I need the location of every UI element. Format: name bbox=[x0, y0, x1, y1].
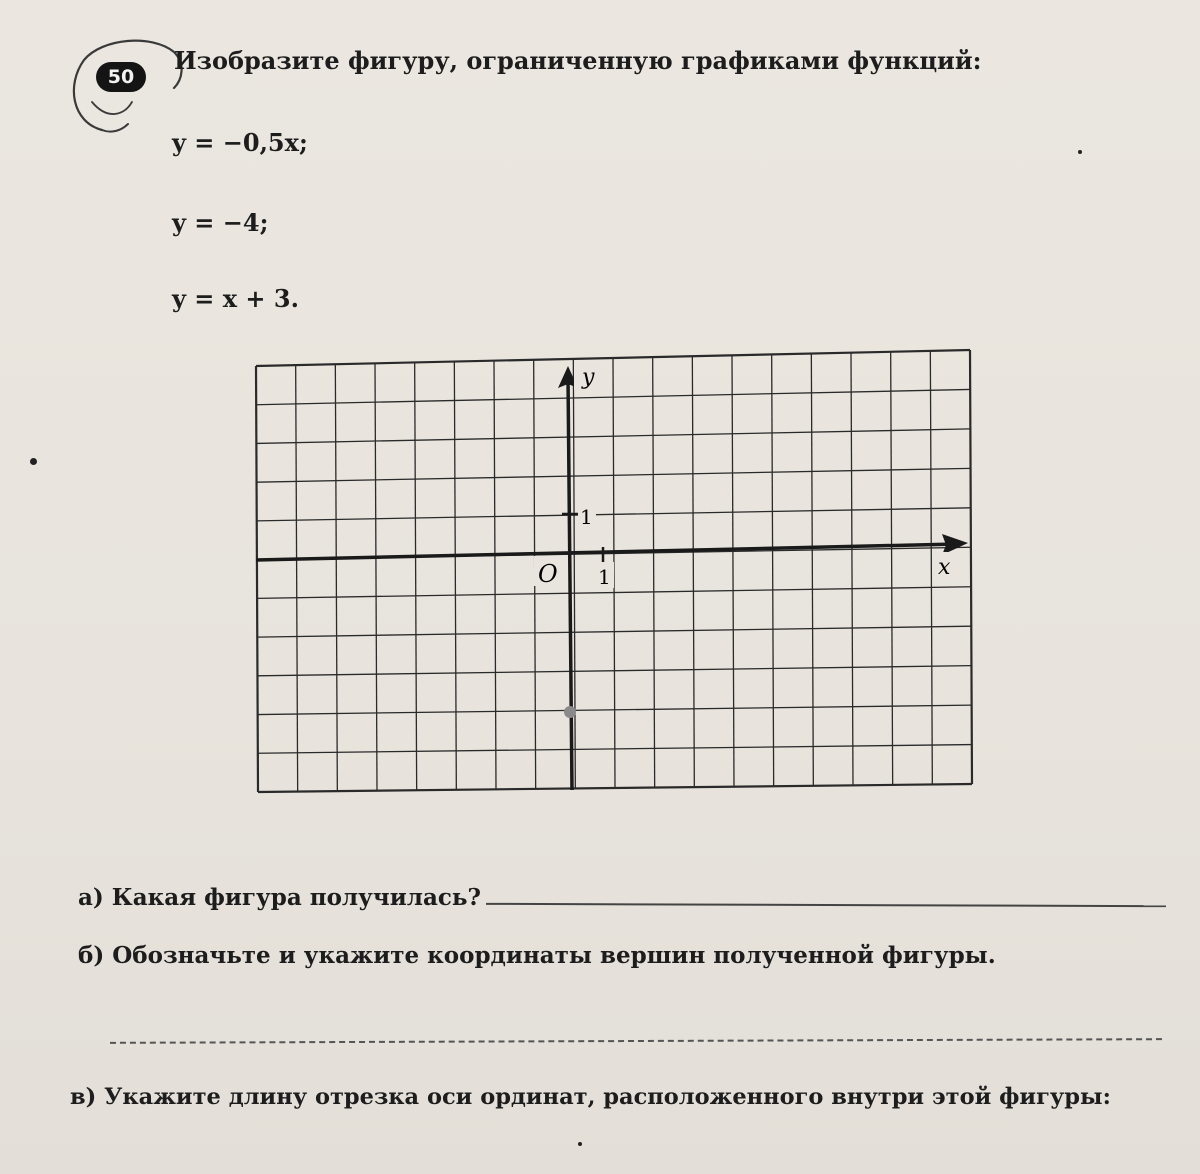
grid-line-vertical bbox=[891, 352, 893, 785]
y-axis bbox=[568, 378, 572, 790]
answer-line-a[interactable] bbox=[486, 903, 1166, 907]
coordinate-grid[interactable] bbox=[252, 344, 976, 800]
equation-2: y = −4; bbox=[172, 208, 269, 237]
grid-line-vertical bbox=[375, 363, 377, 790]
x-axis-label: x bbox=[938, 555, 951, 580]
answer-line-b[interactable] bbox=[110, 1038, 1162, 1044]
x-axis-arrow bbox=[942, 534, 968, 555]
page-speck bbox=[578, 1142, 582, 1146]
problem-title: Изобразите фигуру, ограниченную графиками функций: bbox=[174, 46, 982, 75]
grid-line-vertical bbox=[692, 356, 694, 787]
grid-line-vertical bbox=[930, 351, 932, 785]
question-a: а) Какая фигура получилась? bbox=[78, 884, 481, 911]
grid-line-vertical bbox=[851, 353, 853, 786]
grid-line-vertical bbox=[454, 362, 456, 790]
problem-number-badge: 50 bbox=[96, 62, 146, 92]
margin-speck bbox=[1078, 150, 1082, 154]
grid-line-vertical bbox=[732, 355, 734, 786]
pencil-point bbox=[564, 706, 576, 718]
x-unit-label: 1 bbox=[598, 565, 611, 589]
question-c: в) Укажите длину отрезка оси ординат, расположенного внутри этой фигуры: bbox=[70, 1084, 1111, 1110]
y-axis-label: y bbox=[582, 365, 595, 390]
margin-dot bbox=[30, 458, 37, 465]
grid-line-vertical bbox=[772, 354, 774, 786]
equation-3: y = x + 3. bbox=[172, 284, 299, 313]
grid-line-vertical bbox=[296, 365, 298, 791]
grid-line-vertical bbox=[415, 362, 417, 790]
grid-line-vertical bbox=[970, 350, 972, 784]
grid-line-vertical bbox=[653, 357, 655, 787]
origin-label: O bbox=[538, 560, 558, 588]
y-unit-label: 1 bbox=[580, 505, 593, 529]
question-b: б) Обозначьте и укажите координаты вершин полученной фигуры. bbox=[78, 942, 996, 969]
x-axis bbox=[256, 544, 958, 560]
equation-1: y = −0,5x; bbox=[172, 128, 308, 157]
grid-line-vertical bbox=[335, 364, 337, 791]
grid-line-vertical bbox=[256, 366, 258, 792]
grid-line-vertical bbox=[811, 354, 813, 786]
grid-line-vertical bbox=[494, 361, 496, 790]
grid-line-vertical bbox=[573, 359, 575, 789]
